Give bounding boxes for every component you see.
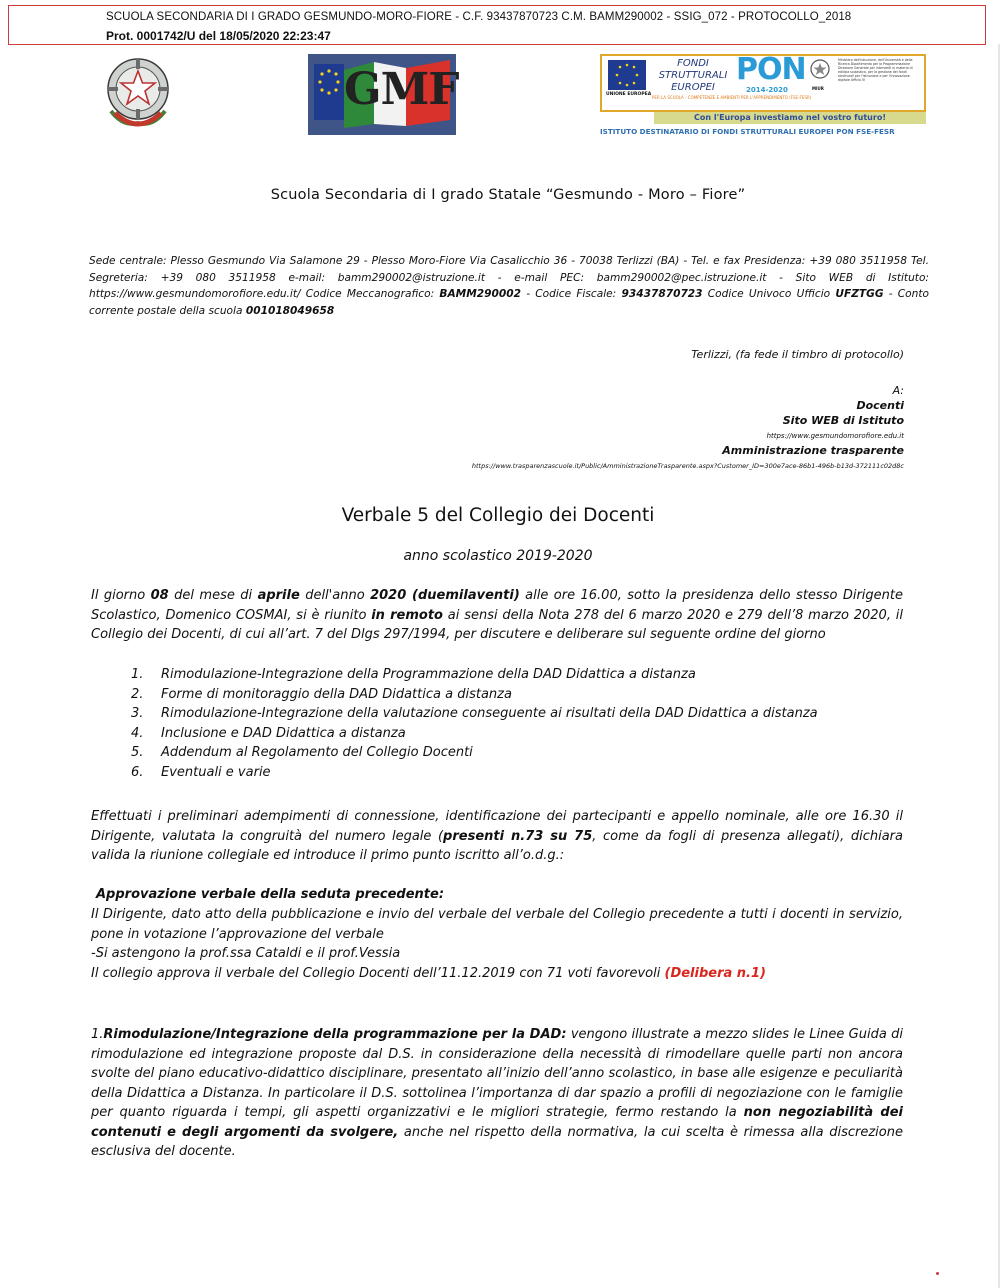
protocol-header: SCUOLA SECONDARIA DI I GRADO GESMUNDO-MORO-FIORE - C.F. 93437870723 C.M. BAMM290002 - SSIG_072 - PROTOCOLLO_2018 — [106, 11, 852, 23]
agenda-list — [131, 667, 818, 785]
school-name: Scuola Secondaria di I grado Statale “Gesmundo - Moro – Fiore” — [270, 187, 746, 203]
recipient-amministrazione-url[interactable]: https://www.trasparenzascuole.it/Public/AmministrazioneTrasparente.aspx?Customer_ID=300e7ace-86b1-496b-b13d-372111c02d8c — [471, 462, 904, 470]
page-mark — [936, 1272, 939, 1275]
recipient-sito: Sito WEB di Istituto — [782, 414, 904, 427]
preliminari-paragraph: Effettuati i preliminari adempimenti di connessione, identificazione dei partecipanti e appello nominale, alle ore 16.30 il Dirigente, valutata la congruità del numero legale (presenti n.73 su 75, come da fogli di presenza allegati), dichiara valida la riunione collegiale ed introduce il primo punto iscritto all’o.d.g.: — [91, 809, 903, 863]
miur-label: MIUR — [812, 86, 824, 91]
document-title: Verbale 5 del Collegio dei Docenti — [341, 505, 655, 526]
pon-years: 2014-2020 — [746, 86, 788, 94]
agenda-item: 2. Forme di monitoraggio della DAD Didattica a distanza — [131, 686, 512, 702]
miur-emblem-icon — [809, 58, 831, 84]
recipient-sito-url[interactable]: https://www.gesmundomorofiore.edu.it — [766, 432, 904, 440]
italian-republic-emblem-icon — [101, 53, 175, 131]
recipient-docenti: Docenti — [856, 399, 904, 412]
contacts-block: Sede centrale: Plesso Gesmundo Via Salamone 29 - Plesso Moro-Fiore Via Casalicchio 36 - 70038 Terlizzi (BA) - Tel. e fax Presidenza: +39 080 3511958 Tel. Segreteria: +39 080 3511958 e-mail: bamm290002@istruzione.it - e-mail PEC: bamm290002@pec.istruzione.it - Sito WEB di Istituto: https://www.gesmundomorofiore.edu.it/ Codice Meccanografico: BAMM290002 - Codice Fiscale: 93437870723 Codice Univoco Ufficio UFZTGG - Conto corrente postale della scuola 001018049658 — [89, 255, 929, 317]
document-subtitle: anno scolastico 2019-2020 — [403, 548, 593, 564]
ministry-text: Ministero dell'Istruzione, dell'Università e della Ricerca Dipartimento per la Programmazione Direzione Generale per interventi in materia di edilizia scolastica, per la gestione dei fondi strutturali per l'istruzione e per l'innovazione digitale Ufficio IV — [838, 58, 913, 82]
agenda-item: 4. Inclusione e DAD Didattica a distanza — [131, 725, 406, 741]
delibera-label: (Delibera n.1) — [664, 965, 766, 981]
agenda-item: 1. Rimodulazione-Integrazione della Programmazione della DAD Didattica a distanza — [131, 667, 696, 682]
gmf-text: GMF — [344, 64, 459, 115]
ue-label: UNIONE EUROPEA — [606, 92, 652, 97]
agenda-item: 3. Rimodulazione-Integrazione della valutazione conseguente ai risultati della DAD Didattica a distanza — [131, 706, 818, 722]
pon-banner: Con l'Europa investiamo nel vostro futuro! — [654, 112, 926, 124]
fondi-strutturali-text: FONDI STRUTTURALI EUROPEI — [658, 58, 728, 93]
gmf-logo — [308, 54, 459, 135]
pon-word: PON — [736, 52, 806, 87]
pon-logo — [600, 54, 926, 124]
eu-flag-icon — [608, 60, 646, 90]
punto1-paragraph: 1.Rimodulazione/Integrazione della programmazione per la DAD: vengono illustrate a mezzo slides le Linee Guida di rimodulazione ed integrazione proposte dal D.S. in considerazione della necessità di rimodellare quelle parti non ancora svolte del piano educativo-didattico disciplinare, presentato all’inizio dell’anno scolastico, in base alle esigenze e peculiarità della Didattica a Distanza. In particolare il D.S. sottolinea l’importanza di dar spazio a profili di negoziazione con le famiglie per quanto riguarda i tempi, gli aspetti organizzativi e le migliori strategie, fermo restando la non negoziabilità dei contenuti e degli argomenti da svolgere, anche nel rispetto della normativa, la cui scelta è rimessa alla discrezione esclusiva del docente. — [91, 1027, 903, 1159]
recipient-amministrazione: Amministrazione trasparente — [722, 444, 904, 457]
agenda-item: 6. Eventuali e varie — [131, 764, 271, 780]
intro-paragraph: Il giorno 08 del mese di aprile dell'anno 2020 (duemilaventi) alle ore 16.00, sotto la presidenza dello stesso Dirigente Scolastico, Domenico COSMAI, si è riunito in remoto ai sensi della Nota 278 del 6 marzo 2020 e 279 dell’8 marzo 2020, il Collegio dei Docenti, di cui all’art. 7 del Dlgs 297/1994, per discutere e deliberare sul seguente ordine del giorno — [91, 588, 903, 642]
approvazione-heading: Approvazione verbale della seduta precedente: — [96, 887, 445, 902]
recipients-label: A: — [892, 384, 904, 397]
place-date: Terlizzi, (fa fede il timbro di protocollo) — [691, 348, 904, 361]
protocol-stamp — [8, 5, 986, 45]
protocol-number: Prot. 0001742/U del 18/05/2020 22:23:47 — [106, 29, 331, 43]
pon-tagline: PER LA SCUOLA - COMPETENZE E AMBIENTI PER L'APPRENDIMENTO (FSE-FESR) — [652, 95, 812, 100]
approvazione-paragraph: Il Dirigente, dato atto della pubblicazione e invio del verbale del verbale del Collegio precedente a tutti i docenti in servizio, pone in votazione l’approvazione del verbale -Si astengono la prof.ssa Cataldi e il prof.Vessia Il collegio approva il verbale del Collegio Docenti dell’11.12.2019 con 71 voti favorevoli (Delibera n.1) — [91, 907, 903, 981]
pon-destinatario: ISTITUTO DESTINATARIO DI FONDI STRUTTURALI EUROPEI PON FSE-FESR — [600, 127, 895, 136]
agenda-item: 5. Addendum al Regolamento del Collegio Docenti — [131, 745, 473, 761]
